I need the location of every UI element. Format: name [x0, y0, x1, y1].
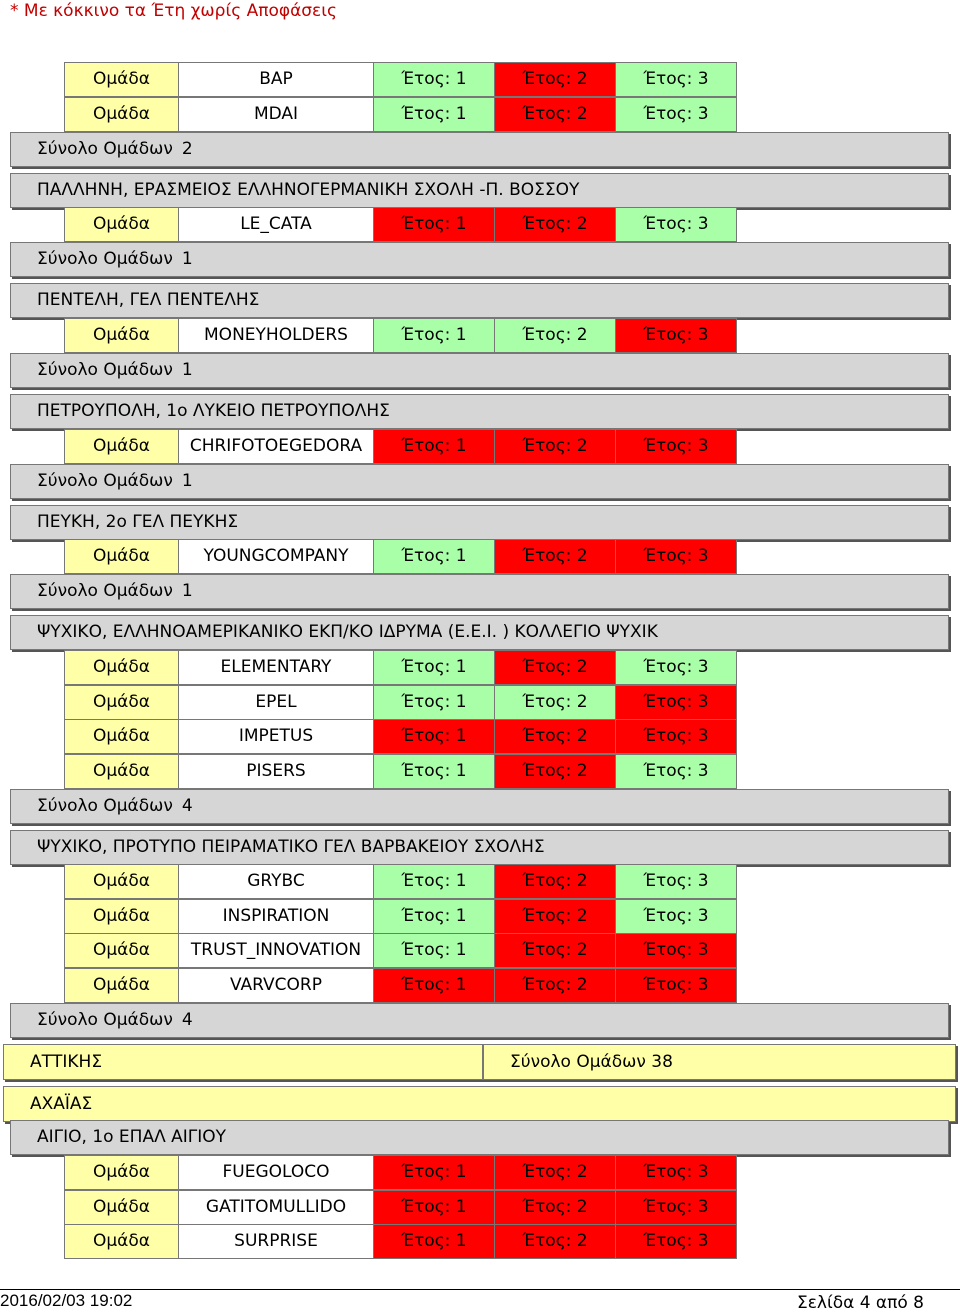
year-1-status: Έτος: 1 — [373, 754, 495, 789]
school-team-total — [10, 353, 949, 388]
team-label: Ομάδα — [64, 1190, 179, 1225]
team-label: Ομάδα — [64, 899, 179, 934]
team-label: Ομάδα — [64, 933, 179, 968]
team-row — [64, 318, 737, 353]
team-row — [64, 207, 737, 242]
year-1-status: Έτος: 1 — [373, 62, 495, 97]
total-count: 2 — [181, 139, 193, 159]
school-header: ΠΕΤΡΟΥΠΟΛΗ, 1ο ΛΥΚΕΙΟ ΠΕΤΡΟΥΠΟΛΗΣ — [10, 394, 949, 429]
team-name: TRUST_INNOVATION — [178, 933, 374, 968]
team-label: Ομάδα — [64, 62, 179, 97]
year-1-status: Έτος: 1 — [373, 1155, 495, 1190]
year-2-status: Έτος: 2 — [494, 899, 616, 934]
team-row — [64, 968, 737, 1003]
year-1-status: Έτος: 1 — [373, 650, 495, 685]
year-2-status: Έτος: 2 — [494, 318, 616, 353]
region-name: ΑΤΤΙΚΗΣ — [3, 1044, 483, 1080]
year-3-status: Έτος: 3 — [615, 318, 737, 353]
school-header: ΨΥΧΙΚΟ, ΠΡΟΤΥΠΟ ΠΕΙΡΑΜΑΤΙΚΟ ΓΕΛ ΒΑΡΒΑΚΕΙΟΥ ΣΧΟΛΗΣ — [10, 830, 949, 865]
year-2-status: Έτος: 2 — [494, 864, 616, 899]
team-name: VARVCORP — [178, 968, 374, 1003]
year-2-status: Έτος: 2 — [494, 97, 616, 132]
team-name: LE_CATA — [178, 207, 374, 242]
total-count: 1 — [181, 360, 193, 380]
year-2-status: Έτος: 2 — [494, 539, 616, 574]
year-3-status: Έτος: 3 — [615, 719, 737, 754]
team-name: ELEMENTARY — [178, 650, 374, 685]
year-1-status: Έτος: 1 — [373, 864, 495, 899]
year-3-status: Έτος: 3 — [615, 429, 737, 464]
team-name: FUEGOLOCO — [178, 1155, 374, 1190]
school-team-total — [10, 1003, 949, 1038]
team-row — [64, 685, 737, 720]
year-3-status: Έτος: 3 — [615, 207, 737, 242]
region-summary — [3, 1044, 956, 1080]
team-row — [64, 899, 737, 934]
year-2-status: Έτος: 2 — [494, 207, 616, 242]
region-header: ΑΧΑΪΑΣ — [3, 1086, 956, 1122]
total-label: Σύνολο Ομάδων — [37, 139, 173, 159]
year-2-status: Έτος: 2 — [494, 429, 616, 464]
school-team-total — [10, 789, 949, 824]
team-label: Ομάδα — [64, 539, 179, 574]
total-count: 1 — [181, 249, 193, 269]
team-name: IMPETUS — [178, 719, 374, 754]
team-row — [64, 62, 737, 97]
team-row — [64, 429, 737, 464]
year-3-status: Έτος: 3 — [615, 539, 737, 574]
year-2-status: Έτος: 2 — [494, 685, 616, 720]
total-label: Σύνολο Ομάδων — [37, 1010, 173, 1030]
team-name: BAP — [178, 62, 374, 97]
team-label: Ομάδα — [64, 207, 179, 242]
year-3-status: Έτος: 3 — [615, 864, 737, 899]
year-1-status: Έτος: 1 — [373, 968, 495, 1003]
team-row — [64, 719, 737, 754]
team-name: EPEL — [178, 685, 374, 720]
year-3-status: Έτος: 3 — [615, 650, 737, 685]
year-1-status: Έτος: 1 — [373, 933, 495, 968]
year-3-status: Έτος: 3 — [615, 933, 737, 968]
team-label: Ομάδα — [64, 754, 179, 789]
team-row — [64, 933, 737, 968]
year-3-status: Έτος: 3 — [615, 899, 737, 934]
year-3-status: Έτος: 3 — [615, 1224, 737, 1259]
team-label: Ομάδα — [64, 719, 179, 754]
team-name: MONEYHOLDERS — [178, 318, 374, 353]
team-name: GATITOMULLIDO — [178, 1190, 374, 1225]
red-years-note: * Με κόκκινο τα Έτη χωρίς Αποφάσεις — [10, 1, 337, 21]
team-name: YOUNGCOMPANY — [178, 539, 374, 574]
year-2-status: Έτος: 2 — [494, 933, 616, 968]
team-label: Ομάδα — [64, 968, 179, 1003]
print-timestamp: 2016/02/03 19:02 — [0, 1291, 133, 1310]
year-1-status: Έτος: 1 — [373, 899, 495, 934]
team-row — [64, 1155, 737, 1190]
school-header: ΠΕΝΤΕΛΗ, ΓΕΛ ΠΕΝΤΕΛΗΣ — [10, 283, 949, 318]
school-team-total — [10, 242, 949, 277]
team-row — [64, 754, 737, 789]
year-1-status: Έτος: 1 — [373, 685, 495, 720]
year-3-status: Έτος: 3 — [615, 97, 737, 132]
team-label: Ομάδα — [64, 1155, 179, 1190]
team-row — [64, 539, 737, 574]
school-header: ΠΑΛΛΗΝΗ, ΕΡΑΣΜΕΙΟΣ ΕΛΛΗΝΟΓΕΡΜΑΝΙΚΗ ΣΧΟΛΗ -Π. ΒΟΣΣΟΥ — [10, 173, 949, 208]
team-label: Ομάδα — [64, 1224, 179, 1259]
team-label: Ομάδα — [64, 864, 179, 899]
school-header: ΑΙΓΙΟ, 1ο ΕΠΑΛ ΑΙΓΙΟΥ — [10, 1120, 949, 1155]
team-label: Ομάδα — [64, 318, 179, 353]
year-2-status: Έτος: 2 — [494, 1155, 616, 1190]
total-count: 4 — [181, 796, 193, 816]
year-1-status: Έτος: 1 — [373, 719, 495, 754]
total-label: Σύνολο Ομάδων — [37, 360, 173, 380]
team-label: Ομάδα — [64, 429, 179, 464]
year-3-status: Έτος: 3 — [615, 62, 737, 97]
school-header: ΠΕΥΚΗ, 2ο ΓΕΛ ΠΕΥΚΗΣ — [10, 505, 949, 540]
team-row — [64, 1224, 737, 1259]
page-number: Σελίδα 4 από 8 — [796, 1293, 924, 1313]
year-2-status: Έτος: 2 — [494, 754, 616, 789]
year-2-status: Έτος: 2 — [494, 1224, 616, 1259]
school-team-total — [10, 464, 949, 499]
year-3-status: Έτος: 3 — [615, 754, 737, 789]
total-label: Σύνολο Ομάδων — [37, 471, 173, 491]
team-label: Ομάδα — [64, 97, 179, 132]
year-2-status: Έτος: 2 — [494, 650, 616, 685]
team-row — [64, 1190, 737, 1225]
year-1-status: Έτος: 1 — [373, 429, 495, 464]
year-3-status: Έτος: 3 — [615, 1155, 737, 1190]
team-row — [64, 650, 737, 685]
school-header: ΨΥΧΙΚΟ, ΕΛΛΗΝΟΑΜΕΡΙΚΑΝΙΚΟ ΕΚΠ/ΚΟ ΙΔΡΥΜΑ (Ε.Ε.Ι. ) ΚΟΛΛΕΓΙΟ ΨΥΧΙΚ — [10, 615, 949, 650]
team-name: INSPIRATION — [178, 899, 374, 934]
year-1-status: Έτος: 1 — [373, 539, 495, 574]
year-3-status: Έτος: 3 — [615, 685, 737, 720]
total-label: Σύνολο Ομάδων — [37, 581, 173, 601]
team-name: SURPRISE — [178, 1224, 374, 1259]
year-1-status: Έτος: 1 — [373, 1224, 495, 1259]
school-team-total — [10, 574, 949, 609]
footer-divider — [0, 1289, 960, 1290]
team-name: PISERS — [178, 754, 374, 789]
team-row — [64, 864, 737, 899]
total-count: 1 — [181, 471, 193, 491]
total-count: 1 — [181, 581, 193, 601]
team-name: MDAI — [178, 97, 374, 132]
total-label: Σύνολο Ομάδων — [37, 796, 173, 816]
year-2-status: Έτος: 2 — [494, 1190, 616, 1225]
year-2-status: Έτος: 2 — [494, 968, 616, 1003]
year-1-status: Έτος: 1 — [373, 1190, 495, 1225]
team-name: GRYBC — [178, 864, 374, 899]
year-3-status: Έτος: 3 — [615, 968, 737, 1003]
total-count: 4 — [181, 1010, 193, 1030]
year-2-status: Έτος: 2 — [494, 719, 616, 754]
total-label: Σύνολο Ομάδων — [37, 249, 173, 269]
year-2-status: Έτος: 2 — [494, 62, 616, 97]
year-1-status: Έτος: 1 — [373, 318, 495, 353]
team-name: CHRIFOTOEGEDORA — [178, 429, 374, 464]
year-3-status: Έτος: 3 — [615, 1190, 737, 1225]
team-label: Ομάδα — [64, 685, 179, 720]
year-1-status: Έτος: 1 — [373, 97, 495, 132]
school-team-total — [10, 132, 949, 167]
team-row — [64, 97, 737, 132]
year-1-status: Έτος: 1 — [373, 207, 495, 242]
team-label: Ομάδα — [64, 650, 179, 685]
region-team-total: Σύνολο Ομάδων 38 — [483, 1044, 956, 1080]
